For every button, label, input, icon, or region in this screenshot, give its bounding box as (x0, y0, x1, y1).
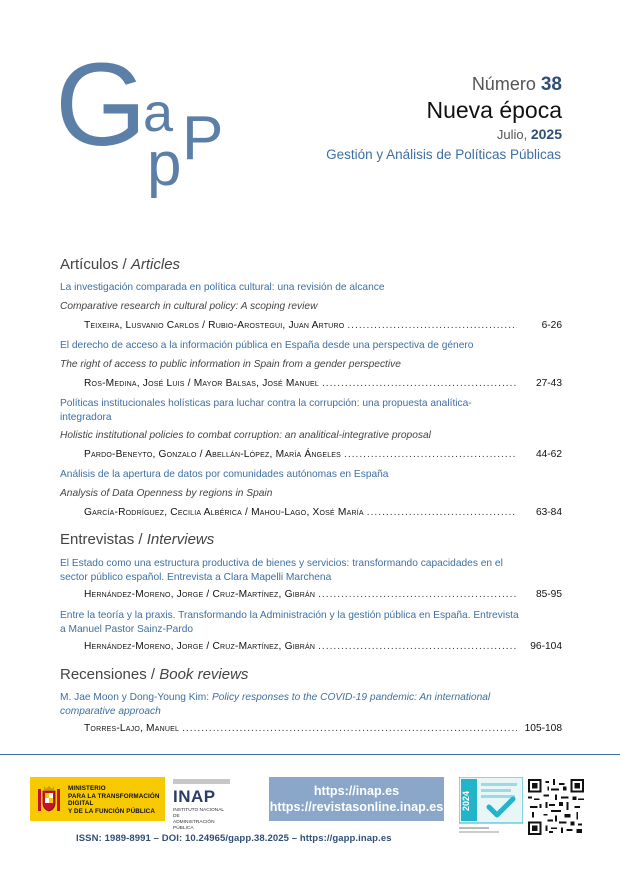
issue-year: 2025 (530, 126, 562, 142)
section-heading-separator: / (138, 531, 143, 548)
article-authors: Teixeira, Lusvanio Carlos / Rubio-Arostegui, Juan Arturo (84, 320, 345, 331)
url-box (269, 777, 444, 821)
article-authors-row (84, 448, 562, 461)
leader-dots (318, 588, 517, 601)
revistas-url-link[interactable]: https://revistasonline.inap.es (269, 800, 444, 814)
issue-number (426, 74, 562, 96)
interview-authors-row (84, 588, 562, 601)
article-authors-row (84, 377, 562, 390)
review-authors-row (84, 722, 562, 735)
section-heading-articles (60, 256, 180, 273)
interview-title[interactable]: El Estado como una estructura productiva de bienes y servicios: transformando capacidades en el sector público español. Entrevista a Clara Mapelli Marchena (60, 558, 503, 583)
ministry-name (68, 785, 165, 815)
issue-month: Julio, (496, 127, 528, 142)
interview-pages: 85-95 (535, 589, 562, 600)
section-heading-es: Entrevistas (60, 531, 135, 548)
section-heading-separator: / (122, 256, 127, 273)
ministry-logo (30, 777, 230, 831)
ministry-line: Y DE LA FUNCIÓN PÚBLICA (68, 807, 155, 815)
review-title-prefix: M. Jae Moon y Dong-Young Kim: (60, 692, 212, 703)
interview-authors: Hernández-Moreno, Jorge / Cruz-Martínez, Gibrán (84, 641, 316, 652)
article-pages: 63-84 (535, 507, 562, 518)
inap-subtitle (173, 808, 230, 832)
footer-divider (0, 754, 620, 755)
section-heading-es: Recensiones (60, 666, 147, 683)
section-heading-reviews (60, 666, 248, 683)
interview-authors-row (84, 640, 562, 653)
article-authors-row (84, 506, 562, 519)
section-heading-en: Book reviews (159, 666, 249, 683)
issue-info (426, 74, 562, 142)
article-title-es[interactable]: El derecho de acceso a la información pública en España desde una perspectiva de género (60, 340, 474, 351)
article-title-en: Comparative research in cultural policy: A scoping review (60, 301, 318, 312)
interview-pages: 96-104 (530, 641, 562, 652)
section-heading-interviews (60, 531, 214, 548)
issue-epoca: Nueva época (426, 97, 562, 123)
leader-dots (318, 640, 517, 653)
inap-subtitle-line: ADMINISTRACIÓN PÚBLICA (173, 820, 215, 831)
inap-title: INAP (173, 787, 216, 806)
spain-crest-icon (36, 783, 62, 815)
section-heading-separator: / (150, 666, 156, 683)
article-title-en: The right of access to public information in Spain from a gender perspective (60, 359, 401, 370)
leader-dots (347, 319, 517, 332)
inap-subtitle-line: INSTITUTO NACIONAL DE (173, 808, 224, 819)
issue-number-label: Número (471, 74, 536, 94)
article-authors: Ros-Medina, José Luis / Mayor Balsas, José Manuel (84, 378, 319, 389)
ministry-line: PARA LA TRANSFORMACIÓN DIGITAL (68, 792, 160, 807)
quality-seal-icon (459, 777, 523, 835)
journal-logo (55, 39, 265, 199)
leader-dots (344, 448, 517, 461)
logo-letter-p-upper: P (182, 104, 224, 173)
article-title-en: Holistic institutional policies to combat corruption: an analitical-integrative proposal (60, 430, 431, 441)
article-pages: 27-43 (535, 378, 562, 389)
review-title[interactable] (60, 691, 520, 718)
article-authors-row (84, 319, 562, 332)
inap-url-link[interactable]: https://inap.es (313, 784, 400, 798)
article-title-es[interactable]: La investigación comparada en política cultural: una revisión de alcance (60, 282, 385, 293)
ministry-banner (30, 777, 165, 821)
article-title-es[interactable]: Políticas institucionales holísticas para luchar contra la corrupción: una propuesta analítica-integradora (60, 398, 472, 423)
issue-number-value: 38 (540, 74, 562, 95)
issn-doi-line: ISSN: 1989-8991 – DOI: 10.24965/gapp.38.2025 – https://gapp.inap.es (76, 833, 392, 844)
article-pages: 6-26 (541, 320, 562, 331)
review-pages: 105-108 (524, 723, 562, 734)
leader-dots (367, 506, 517, 519)
article-authors: Pardo-Beneyto, Gonzalo / Abellán-López, María Ángeles (84, 449, 342, 460)
journal-name: Gestión y Análisis de Políticas Públicas (326, 147, 561, 162)
section-heading-en: Articles (130, 256, 181, 273)
logo-letter-g: G (55, 39, 145, 171)
logo-letter-p: p (147, 130, 182, 199)
interview-authors: Hernández-Moreno, Jorge / Cruz-Martínez, Gibrán (84, 589, 316, 600)
qr-code-icon (528, 779, 584, 835)
ministry-line: MINISTERIO (68, 785, 106, 792)
review-authors: Torres-Lajo, Manuel (84, 723, 180, 734)
inap-logo (173, 779, 230, 831)
article-pages: 44-62 (535, 449, 562, 460)
leader-dots (182, 722, 517, 735)
leader-dots (322, 377, 517, 390)
section-heading-en: Interviews (146, 531, 215, 548)
article-title-es[interactable]: Análisis de la apertura de datos por comunidades autónomas en España (60, 469, 389, 480)
review-title-italic: Policy responses to the COVID-19 pandemic: An international comparative approach (60, 692, 491, 717)
article-authors: García-Rodríguez, Cecilia Albérica / Mahou-Lago, Xosé María (84, 507, 364, 518)
logo-letter-a: a (143, 83, 174, 143)
article-title-en: Analysis of Data Openness by regions in Spain (60, 488, 273, 499)
interview-title[interactable]: Entre la teoría y la praxis. Transformando la Administración y la gestión pública en España. Entrevista a Manuel Pastor Sainz-Pardo (60, 610, 519, 635)
seal-year: 2024 (461, 790, 471, 811)
section-heading-es: Artículos (60, 256, 119, 273)
issue-date (426, 126, 562, 142)
